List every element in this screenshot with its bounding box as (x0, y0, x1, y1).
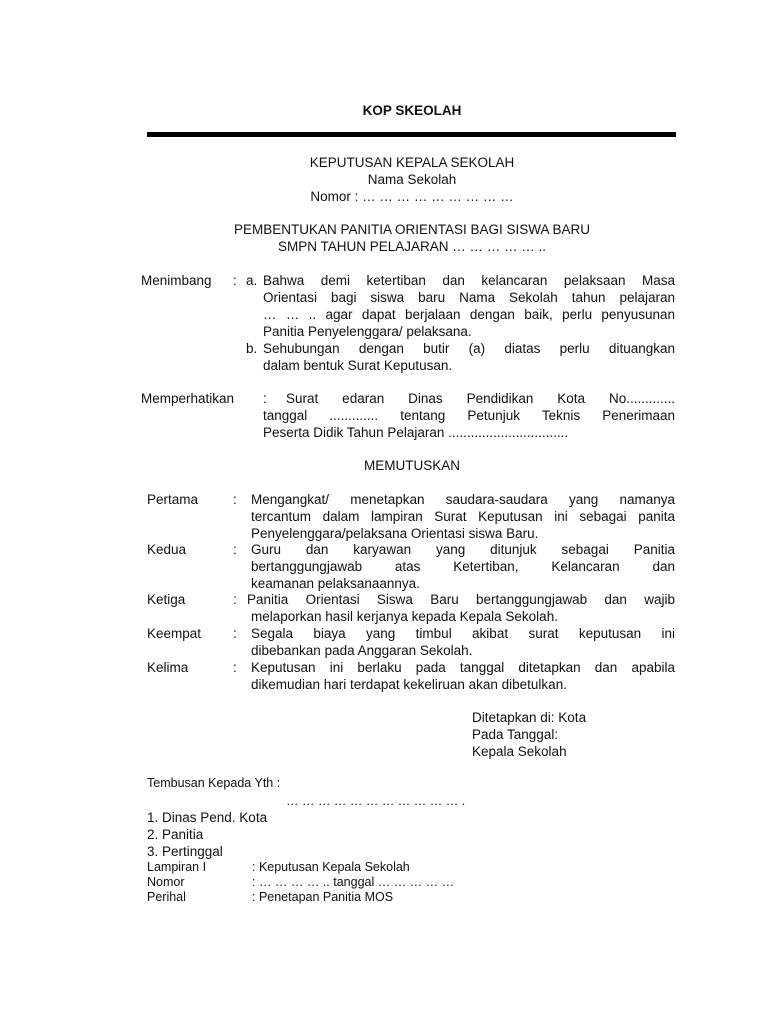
decision-line: Penyelenggara/pelaksana Orientasi siswa Baru. (251, 526, 539, 541)
kop-heading: KOP SKEOLAH (362, 103, 462, 118)
decision-line: dikemudian hari terdapat kekeliruan akan dibetulkan. (251, 677, 567, 692)
memperhatikan-line: tanggal ............. tentang Petunjuk Teknis Penerimaan (263, 408, 675, 423)
tembusan-dots: … … … … … … … … … … … . (286, 794, 466, 808)
lampiran-value: : Keputusan Kepala Sekolah (252, 860, 410, 874)
lampiran-label: Perihal (147, 890, 186, 904)
decision-line: dibebankan pada Anggaran Sekolah. (251, 643, 473, 658)
menimbang-b-line: Sehubungan dengan butir (a) diatas perlu dituangkan (263, 341, 675, 356)
decision-line: keamanan pelaksanaannya. (251, 576, 420, 591)
doc-subject-line1: PEMBENTUKAN PANITIA ORIENTASI BAGI SISWA BARU (233, 222, 591, 237)
memutuskan-heading: MEMUTUSKAN (363, 458, 460, 473)
decision-colon: : (233, 542, 237, 557)
decision-line: Mengangkat/ menetapkan saudara-saudara yang namanya (251, 492, 675, 507)
decision-colon: : (233, 660, 237, 675)
memperhatikan-line: Surat edaran Dinas Pendidikan Kota No............. (286, 391, 675, 406)
decision-label: Kedua (147, 542, 187, 557)
lampiran-value: : Penetapan Panitia MOS (252, 890, 394, 904)
tembusan-item: 3. Pertinggal (147, 844, 223, 859)
signature-date: Pada Tanggal: (472, 727, 559, 742)
decision-line: melaporkan hasil kerjanya kepada Kepala Sekolah. (251, 609, 558, 624)
memperhatikan-line: Peserta Didik Tahun Pelajaran ................................ (263, 425, 569, 440)
menimbang-a-line: … … .. agar dapat berjalaan dengan baik, perlu penyusunan (263, 307, 675, 322)
lampiran-label: Nomor (147, 875, 185, 889)
decision-label: Ketiga (147, 592, 186, 607)
tembusan-title: Tembusan Kepada Yth : (147, 776, 281, 790)
tembusan-item: 2. Panitia (147, 827, 204, 842)
doc-title-line2: Nama Sekolah (367, 172, 457, 187)
decision-label: Kelima (147, 660, 189, 675)
menimbang-a-line: Orientasi bagi siswa baru Nama Sekolah tahun pelajaran (263, 290, 675, 305)
decision-colon: : (233, 592, 237, 607)
signature-title: Kepala Sekolah (472, 744, 567, 759)
decision-line: Guru dan karyawan yang ditunjuk sebagai Panitia (251, 542, 675, 557)
decision-colon: : (233, 492, 237, 507)
header-rule (147, 132, 676, 137)
doc-title-line1: KEPUTUSAN KEPALA SEKOLAH (309, 155, 515, 170)
menimbang-label: Menimbang (141, 273, 212, 288)
decision-line: Keputusan ini berlaku pada tanggal ditetapkan dan apabila (251, 660, 675, 675)
tembusan-item: 1. Dinas Pend. Kota (147, 810, 268, 825)
menimbang-a-marker: a. (246, 273, 258, 288)
decision-label: Keempat (147, 626, 202, 641)
menimbang-a-line: Panitia Penyelenggara/ pelaksana. (263, 324, 472, 339)
doc-number: Nomor : … … … … … … … … … (310, 189, 514, 204)
lampiran-value: : … … … … .. tanggal … … … … … (252, 875, 455, 889)
doc-subject-line2: SMPN TAHUN PELAJARAN … … … … … .. (277, 239, 547, 254)
lampiran-label: Lampiran I (147, 860, 207, 874)
menimbang-colon: : (233, 273, 237, 288)
decision-line: bertanggungjawab atas Ketertiban, Kelancaran dan (251, 559, 675, 574)
decision-line: Panitia Orientasi Siswa Baru bertanggungjawab dan wajib (247, 592, 675, 607)
memperhatikan-label: Memperhatikan (141, 391, 235, 406)
decision-colon: : (233, 626, 237, 641)
decision-label: Pertama (147, 492, 199, 507)
menimbang-a-line: Bahwa demi ketertiban dan kelancaran pelaksaan Masa (263, 273, 675, 288)
signature-place: Ditetapkan di: Kota (472, 710, 587, 725)
decision-line: Segala biaya yang timbul akibat surat keputusan ini (251, 626, 675, 641)
menimbang-b-marker: b. (246, 341, 258, 356)
decision-line: tercantum dalam lampiran Surat Keputusan ini sebagai panita (251, 509, 675, 524)
menimbang-b-line: dalam bentuk Surat Keputusan. (263, 358, 453, 373)
memperhatikan-colon: : (263, 391, 267, 406)
